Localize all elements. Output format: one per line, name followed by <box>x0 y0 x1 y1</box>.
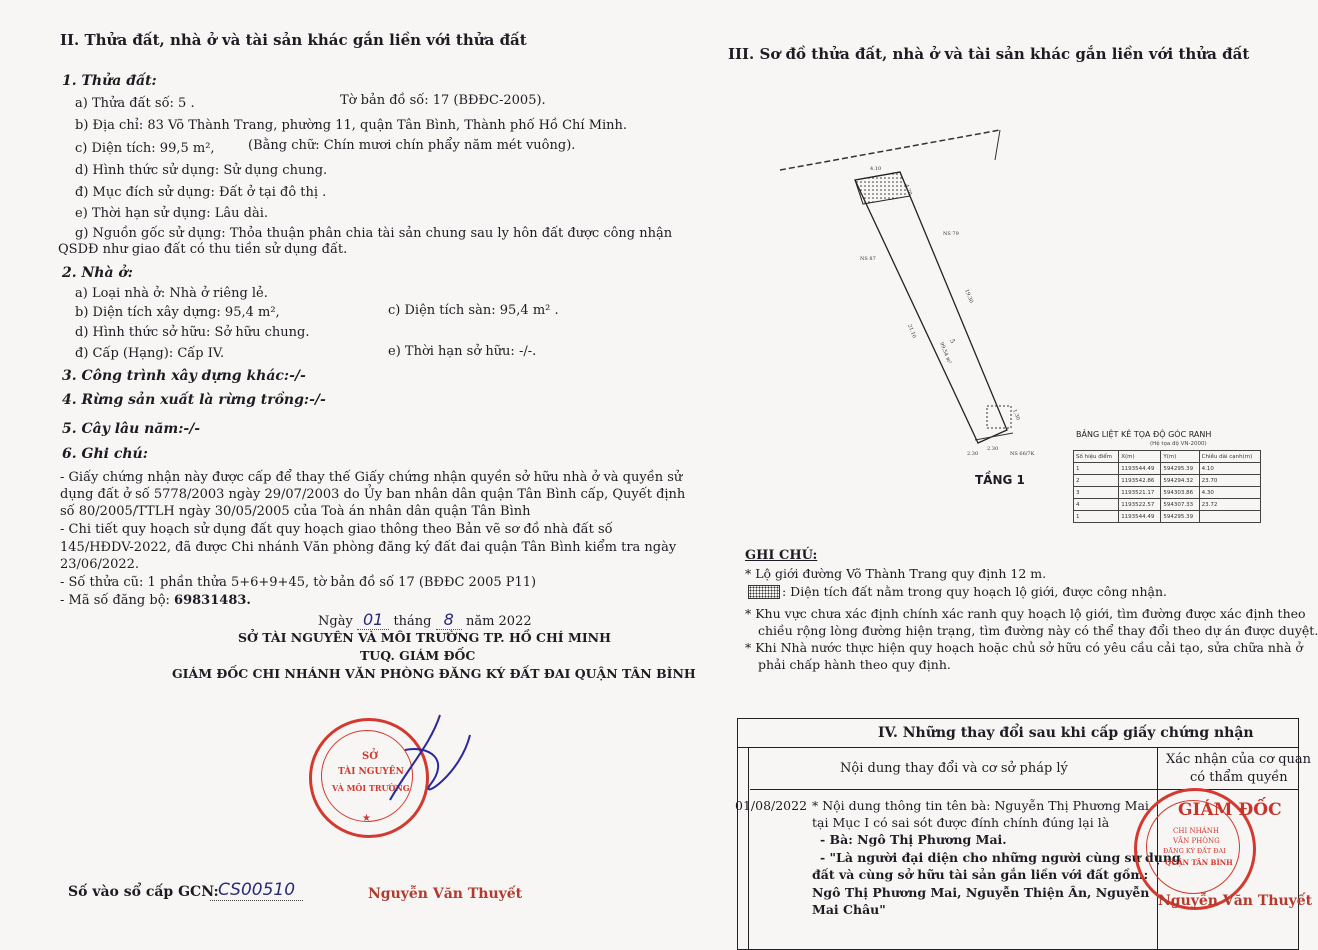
house-type: a) Loại nhà ở: Nhà ở riêng lẻ. <box>75 286 268 301</box>
land-use-form: d) Hình thức sử dụng: Sử dụng chung. <box>75 163 328 178</box>
sketch-neighbor: NS 79 <box>943 231 959 237</box>
note-line: - Số thửa cũ: 1 phần thửa 5+6+9+45, tờ bản đồ số 17 (BĐĐC 2005 P11) <box>60 575 537 590</box>
coord-cell: 594294.32 <box>1161 475 1199 487</box>
date-day: 01 <box>357 610 389 630</box>
land-lot-number: a) Thửa đất số: 5 . <box>75 96 195 111</box>
change-line: tại Mục I có sai sót được đính chính đúng lại là <box>812 815 1110 830</box>
right-note-line: chiều rộng lòng đường hiện trạng, tìm đường này có thể thay đổi theo dự án được duyệt. <box>758 623 1318 638</box>
sketch-dimension: 1.30 <box>1011 408 1021 422</box>
coord-table <box>1073 450 1261 523</box>
land-origin-line2: QSDĐ như giao đất có thu tiền sử dụng đất. <box>58 242 348 257</box>
house-floor-area: c) Diện tích sàn: 95,4 m² . <box>388 303 559 318</box>
coord-cell: 594307.33 <box>1161 499 1199 511</box>
coord-cell: 1193521.17 <box>1119 487 1161 499</box>
planted-forest: 4. Rừng sản xuất là rừng trồng:-/- <box>62 392 326 408</box>
note-line: - Chi tiết quy hoạch sử dụng đất quy hoạch giao thông theo Bản vẽ sơ đồ nhà đất số <box>60 522 613 537</box>
coord-header-row <box>1074 451 1261 463</box>
coord-cell: 1 <box>1074 511 1119 523</box>
coord-row <box>1074 475 1261 487</box>
registration-value: 69831483. <box>174 593 251 608</box>
coord-table-subtitle: (Hệ tọa độ VN-2000) <box>1150 441 1207 447</box>
house-heading: 2. Nhà ở: <box>62 265 133 281</box>
gcn-label: Số vào sổ cấp GCN: <box>68 884 219 900</box>
coord-cell <box>1199 511 1260 523</box>
seal-line: ĐĂNG KÝ ĐẤT ĐAI <box>1163 847 1226 855</box>
note-line: số 80/2005/TTLH ngày 30/05/2005 của Toà án nhân dân quận Tân Bình <box>60 504 531 519</box>
issue-date <box>318 610 532 629</box>
coord-cell: 1193544.49 <box>1119 511 1161 523</box>
note-line: - Giấy chứng nhận này được cấp để thay thế Giấy chứng nhận quyền sở hữu nhà ở và quyền sử <box>60 470 683 485</box>
right-note-line: * Lộ giới đường Võ Thành Trang quy định 12 m. <box>745 566 1047 581</box>
seal-line: QUẬN TÂN BÌNH <box>1165 858 1233 867</box>
coord-cell: 594303.86 <box>1161 487 1199 499</box>
change-line: * Nội dung thông tin tên bà: Nguyễn Thị Phương Mai <box>812 798 1149 813</box>
land-area: c) Diện tích: 99,5 m², <box>75 141 215 156</box>
perennial-trees: 5. Cây lâu năm:-/- <box>62 421 201 437</box>
branch-director-title: GIÁM ĐỐC <box>1178 800 1282 820</box>
sketch-dimension: 2.30 <box>967 451 979 457</box>
coord-header: Chiều dài cạnh(m) <box>1199 451 1260 463</box>
issuer-authorization: TUQ. GIÁM ĐỐC <box>360 648 476 663</box>
land-map-sheet: Tờ bản đồ số: 17 (BĐĐC-2005). <box>340 93 546 108</box>
other-constructions: 3. Công trình xây dựng khác:-/- <box>62 368 306 384</box>
coord-cell: 2 <box>1074 475 1119 487</box>
changes-col-confirm-1: Xác nhận của cơ quan <box>1166 752 1312 767</box>
changes-title: IV. Những thay đổi sau khi cấp giấy chứng nhận <box>878 725 1254 741</box>
right-note-line: : Diện tích đất nằm trong quy hoạch lộ giới, được công nhận. <box>782 584 1167 599</box>
left-signer-name: Nguyễn Văn Thuyết <box>368 886 523 902</box>
coord-row <box>1074 487 1261 499</box>
right-note-line: * Khu vực chưa xác định chính xác ranh quy hoạch lộ giới, tìm đường được xác định theo <box>745 606 1306 621</box>
sketch-neighbor: NS 87 <box>860 256 876 262</box>
changes-col-content: Nội dung thay đổi và cơ sở pháp lý <box>840 761 1068 776</box>
right-note-line: phải chấp hành theo quy định. <box>758 657 951 672</box>
dotted-area-legend-icon <box>748 585 780 599</box>
coord-row <box>1074 463 1261 475</box>
coord-header: Số hiệu điểm <box>1074 451 1119 463</box>
notes-heading: 6. Ghi chú: <box>62 446 148 462</box>
coord-cell: 4 <box>1074 499 1119 511</box>
sketch-lot-number: 5 <box>948 338 957 345</box>
coord-header: X(m) <box>1119 451 1161 463</box>
signature-mark <box>370 705 480 815</box>
date-month: 8 <box>436 610 462 630</box>
house-own-term: e) Thời hạn sở hữu: -/-. <box>388 344 537 359</box>
change-line: Ngô Thị Phương Mai, Nguyễn Thiện Ân, Nguyễn <box>812 885 1150 900</box>
seal-line-2: TÀI NGUYÊN <box>338 767 404 777</box>
coord-cell: 23.70 <box>1199 475 1260 487</box>
issuer-department: SỞ TÀI NGUYÊN VÀ MÔI TRƯỜNG TP. HỒ CHÍ MINH <box>238 630 611 645</box>
coord-cell: 594295.39 <box>1161 463 1199 475</box>
coord-cell: 23.72 <box>1199 499 1260 511</box>
coord-cell: 4.10 <box>1199 463 1260 475</box>
land-origin-line1: g) Nguồn gốc sử dụng: Thỏa thuận phân chia tài sản chung sau ly hôn đất được công nhận <box>75 226 673 241</box>
coord-row <box>1074 511 1261 523</box>
change-line: - Bà: Ngô Thị Phương Mai. <box>820 832 1007 847</box>
coord-cell: 1193544.49 <box>1119 463 1161 475</box>
land-heading: 1. Thửa đất: <box>62 73 157 89</box>
land-term: e) Thời hạn sử dụng: Lâu dài. <box>75 206 269 221</box>
land-area-words: (Bằng chữ: Chín mươi chín phẩy năm mét vuông). <box>248 138 576 153</box>
change-line: - "Là người đại diện cho những người cùng sử dụng <box>820 850 1181 865</box>
coord-cell: 1193542.86 <box>1119 475 1161 487</box>
sketch-dimension: 21.10 <box>906 323 918 340</box>
sketch-dimension: 19.30 <box>963 288 975 305</box>
sketch-neighbor: NS 66/7K <box>1010 451 1035 457</box>
sketch-dimension: 4.10 <box>870 166 882 172</box>
house-build-area: b) Diện tích xây dựng: 95,4 m², <box>75 305 280 320</box>
coord-cell: 4.30 <box>1199 487 1260 499</box>
date-month-label: tháng <box>393 614 432 629</box>
house-grade: đ) Cấp (Hạng): Cấp IV. <box>75 346 225 361</box>
coord-header: Y(m) <box>1161 451 1199 463</box>
section-2-title: II. Thửa đất, nhà ở và tài sản khác gắn liền với thửa đất <box>60 31 527 49</box>
changes-col-confirm-2: có thẩm quyền <box>1190 770 1288 785</box>
issuer-title: GIÁM ĐỐC CHI NHÁNH VĂN PHÒNG ĐĂNG KÝ ĐẤT ĐAI QUẬN TÂN BÌNH <box>172 666 696 681</box>
seal-line-1: SỞ <box>362 751 378 762</box>
coord-cell: 594295.39 <box>1161 511 1199 523</box>
seal-line-3: VÀ MÔI TRƯỜNG <box>332 783 410 793</box>
land-address: b) Địa chỉ: 83 Võ Thành Trang, phường 11, quận Tân Bình, Thành phố Hồ Chí Minh. <box>75 118 628 133</box>
change-line: Mai Châu" <box>812 902 886 917</box>
right-signer-name: Nguyễn Văn Thuyết <box>1158 893 1313 909</box>
registration-number <box>60 593 251 608</box>
coord-cell: 1193522.57 <box>1119 499 1161 511</box>
date-year: năm 2022 <box>465 614 532 629</box>
seal-star-icon: ★ <box>362 813 371 824</box>
note-line: 23/06/2022. <box>60 557 140 572</box>
sketch-dimension: 4.20 <box>903 183 913 197</box>
note-line: dụng đất ở số 5778/2003 ngày 29/07/2003 do Ủy ban nhân dân quận Tân Bình cấp, Quyết định <box>60 487 686 502</box>
note-line: 145/HĐDV-2022, đã được Chi nhánh Văn phòng đăng ký đất đai quận Tân Bình kiểm tra ngày <box>60 540 677 555</box>
lot-sketch <box>775 100 1075 500</box>
sketch-lot-area: 99,54 m² <box>938 341 953 365</box>
coord-table-title: BẢNG LIỆT KÊ TỌA ĐỘ GÓC RANH <box>1076 430 1212 439</box>
coord-row <box>1074 499 1261 511</box>
change-line: đất và cùng sở hữu tài sản gắn liền với đất gồm: <box>812 867 1149 882</box>
coord-cell: 1 <box>1074 463 1119 475</box>
land-purpose: đ) Mục đích sử dụng: Đất ở tại đô thị . <box>75 185 327 200</box>
gcn-number: CS00510 <box>210 880 303 901</box>
date-prefix: Ngày <box>318 614 353 629</box>
section-3-title: III. Sơ đồ thửa đất, nhà ở và tài sản khác gắn liền với thửa đất <box>728 45 1250 63</box>
right-notes-heading: GHI CHÚ: <box>745 548 818 563</box>
sketch-dimension: 2.30 <box>987 446 999 452</box>
floor-label: TẦNG 1 <box>975 473 1025 487</box>
seal-line: VĂN PHÒNG <box>1173 837 1220 845</box>
registration-label: - Mã số đăng bộ: <box>60 593 175 608</box>
house-ownership: d) Hình thức sở hữu: Sở hữu chung. <box>75 325 310 340</box>
seal-line: CHI NHÁNH <box>1173 827 1219 835</box>
right-note-line: * Khi Nhà nước thực hiện quy hoạch hoặc chủ sở hữu có yêu cầu cải tạo, sửa chữa nhà ở <box>745 640 1303 655</box>
change-date: 01/08/2022 <box>735 798 808 813</box>
coord-cell: 3 <box>1074 487 1119 499</box>
